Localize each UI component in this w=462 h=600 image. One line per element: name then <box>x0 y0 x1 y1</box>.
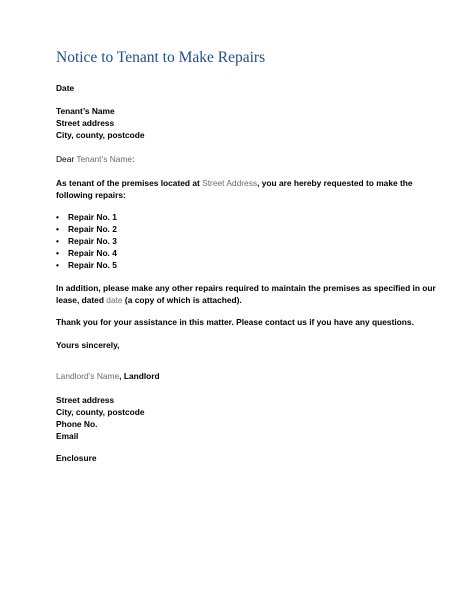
list-item <box>56 211 117 223</box>
salutation-name: Tenant’s Name <box>76 154 133 164</box>
paragraph-2-line-2 <box>56 294 242 306</box>
landlord-name-placeholder: Landlord’s Name <box>56 371 120 381</box>
bullet-icon: • <box>56 248 59 258</box>
paragraph-1-line-2: following repairs: <box>56 190 126 200</box>
recipient-name: Tenant’s Name <box>56 106 115 116</box>
salutation-suffix: : <box>132 154 135 164</box>
paragraph-1-line-1 <box>56 177 413 189</box>
document-title: Notice to Tenant to Make Repairs <box>56 49 266 66</box>
sender-city: City, county, postcode <box>56 407 145 417</box>
paragraph-2-text-b: (a copy of which is attached). <box>124 295 242 305</box>
bullet-icon: • <box>56 224 59 234</box>
date-line: Date <box>56 83 75 93</box>
list-item <box>56 259 117 271</box>
enclosure-line: Enclosure <box>56 453 97 463</box>
sender-phone: Phone No. <box>56 419 98 429</box>
sender-address: Street address <box>56 395 115 405</box>
bullet-icon: • <box>56 260 59 270</box>
salutation-prefix: Dear <box>56 154 75 164</box>
repair-item-label: Repair No. 2 <box>68 224 117 234</box>
repair-item-label: Repair No. 3 <box>68 236 117 246</box>
bullet-icon: • <box>56 212 59 222</box>
repair-item-label: Repair No. 1 <box>68 212 117 222</box>
thanks-paragraph: Thank you for your assistance in this matter. Please contact us if you have any questions. <box>56 317 414 327</box>
landlord-role: , Landlord <box>119 371 160 381</box>
salutation <box>56 153 134 165</box>
list-item <box>56 223 117 235</box>
signature-line <box>56 370 160 382</box>
recipient-city: City, county, postcode <box>56 130 145 140</box>
paragraph-2-line-1: In addition, please make any other repairs required to maintain the premises as specified in our <box>56 283 436 293</box>
paragraph-1-text-a: As tenant of the premises located at <box>56 178 200 188</box>
paragraph-2-text-a: lease, dated <box>56 295 104 305</box>
recipient-address: Street address <box>56 118 115 128</box>
repair-item-label: Repair No. 4 <box>68 248 117 258</box>
closing: Yours sincerely, <box>56 340 120 350</box>
lease-date-placeholder: date <box>106 295 123 305</box>
list-item <box>56 235 117 247</box>
list-item <box>56 247 117 259</box>
sender-email: Email <box>56 431 79 441</box>
premises-address-placeholder: Street Address <box>202 178 258 188</box>
paragraph-1-text-b: , you are hereby requested to make the <box>257 178 413 188</box>
repair-item-label: Repair No. 5 <box>68 260 117 270</box>
bullet-icon: • <box>56 236 59 246</box>
